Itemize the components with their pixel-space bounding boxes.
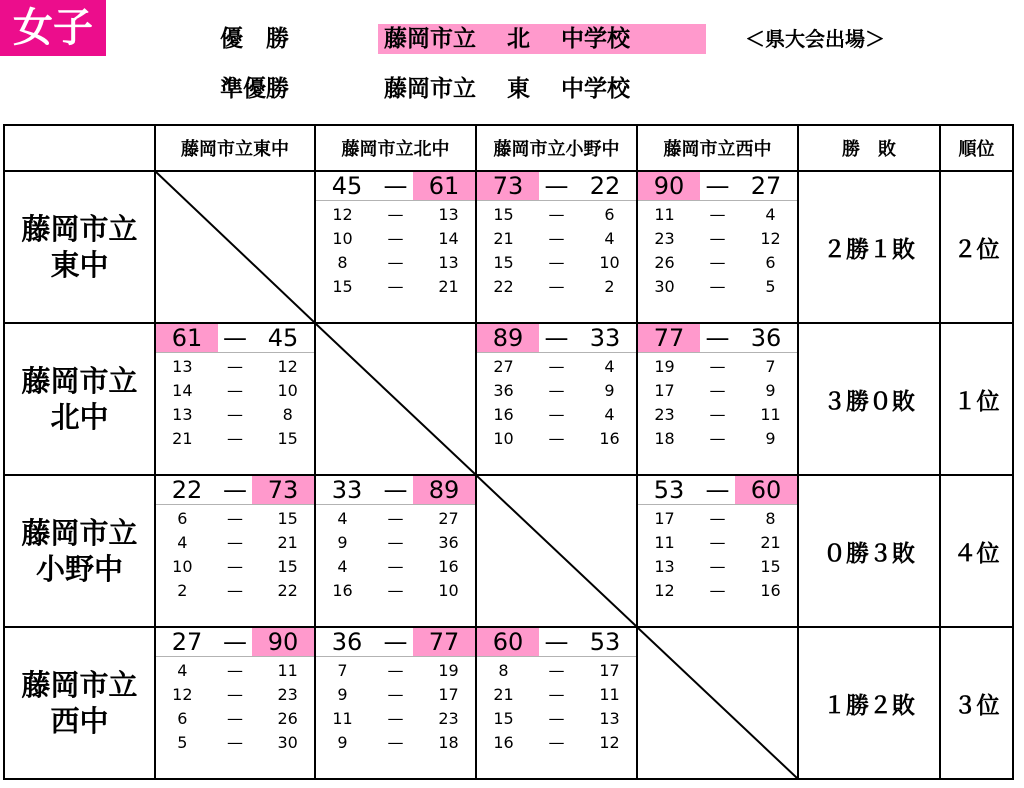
diagonal-line [477, 476, 636, 626]
quarter-dash: — [227, 733, 243, 752]
away-total: 45 [267, 324, 299, 352]
team-name-line: 東中 [50, 248, 109, 282]
quarter-dash: — [227, 533, 243, 552]
column-header: 順位 [940, 125, 1013, 171]
quarter-home: 18 [654, 429, 675, 448]
quarter-score [638, 379, 797, 403]
quarter-home: 13 [172, 405, 193, 424]
score-dash: — [383, 172, 408, 200]
quarter-away: 22 [277, 581, 298, 600]
quarter-score [477, 659, 636, 683]
quarter-away: 15 [760, 557, 781, 576]
home-total: 89 [477, 324, 539, 352]
quarter-dash: — [227, 381, 243, 400]
team-row [4, 323, 1013, 475]
quarter-score [316, 555, 475, 579]
quarter-score [638, 355, 797, 379]
quarter-home: 4 [337, 509, 348, 528]
quarter-home: 16 [332, 581, 353, 600]
quarter-dash: — [227, 661, 243, 680]
total-score [638, 476, 797, 505]
win-loss-record: ０勝３敗 [798, 475, 940, 627]
quarter-home: 23 [654, 405, 675, 424]
quarter-home: 36 [493, 381, 514, 400]
quarter-away: 27 [438, 509, 459, 528]
quarter-home: 12 [654, 581, 675, 600]
quarter-dash: — [227, 509, 243, 528]
quarter-home: 12 [172, 685, 193, 704]
team-name-line: 藤岡市立 [21, 364, 138, 398]
quarter-score [638, 427, 797, 451]
quarter-away: 4 [765, 205, 776, 224]
quarter-away: 21 [277, 533, 298, 552]
quarter-score [316, 659, 475, 683]
quarter-home: 11 [654, 205, 675, 224]
quarter-away: 8 [282, 405, 293, 424]
total-score [316, 172, 475, 201]
quarter-dash: — [709, 509, 726, 528]
quarter-home: 11 [332, 709, 353, 728]
quarter-away: 21 [438, 277, 459, 296]
quarter-dash: — [387, 277, 404, 296]
quarter-score [477, 427, 636, 451]
team-name-line: 藤岡市立 [21, 212, 138, 246]
home-total: 22 [171, 476, 203, 504]
quarter-away: 13 [438, 253, 459, 272]
quarter-score [316, 731, 475, 755]
quarter-dash: — [387, 229, 404, 248]
quarter-score [477, 251, 636, 275]
column-header: 藤岡市立西中 [637, 125, 798, 171]
away-total: 89 [413, 476, 475, 504]
quarter-away: 15 [277, 509, 298, 528]
quarter-score [477, 683, 636, 707]
diagonal-line [316, 324, 475, 474]
total-score [638, 172, 797, 201]
quarter-home: 13 [172, 357, 193, 376]
quarter-away: 23 [277, 685, 298, 704]
score-cell [476, 323, 637, 475]
quarter-score [156, 531, 314, 555]
quarter-dash: — [548, 429, 565, 448]
quarter-home: 5 [177, 733, 188, 752]
quarter-dash: — [709, 533, 726, 552]
quarter-score [638, 275, 797, 299]
quarter-score [477, 731, 636, 755]
quarter-score [156, 379, 314, 403]
quarter-dash: — [548, 661, 565, 680]
champion-school: 藤岡市立 北 中学校 [378, 24, 706, 54]
quarter-dash: — [227, 581, 243, 600]
champion-label: 優 勝 [220, 26, 289, 52]
quarter-dash: — [548, 205, 565, 224]
quarter-away: 12 [760, 229, 781, 248]
away-total: 90 [252, 628, 314, 656]
win-loss-record: １勝２敗 [798, 627, 940, 779]
quarter-away: 16 [599, 429, 620, 448]
away-total: 27 [750, 172, 782, 200]
quarter-away: 4 [604, 229, 615, 248]
rank: １位 [940, 323, 1013, 475]
quarter-score [156, 659, 314, 683]
quarter-home: 15 [493, 253, 514, 272]
quarter-score [477, 403, 636, 427]
quarter-home: 6 [177, 509, 188, 528]
win-loss-record: ３勝０敗 [798, 323, 940, 475]
score-cell [637, 475, 798, 627]
quarter-home: 2 [177, 581, 188, 600]
quarter-away: 12 [599, 733, 620, 752]
quarter-dash: — [387, 733, 404, 752]
quarter-home: 10 [493, 429, 514, 448]
quarter-dash: — [548, 253, 565, 272]
total-score [316, 628, 475, 657]
rank: ４位 [940, 475, 1013, 627]
quarter-home: 17 [654, 381, 675, 400]
quarter-away: 10 [438, 581, 459, 600]
score-cell [476, 627, 637, 779]
column-header: 勝 敗 [798, 125, 940, 171]
quarter-home: 12 [332, 205, 353, 224]
away-total: 77 [413, 628, 475, 656]
quarter-dash: — [387, 661, 404, 680]
quarter-dash: — [387, 205, 404, 224]
home-total: 73 [477, 172, 539, 200]
score-cell [476, 171, 637, 323]
team-name-line: 藤岡市立 [21, 516, 138, 550]
header-row [4, 125, 1013, 171]
quarter-away: 26 [277, 709, 298, 728]
quarter-away: 10 [277, 381, 298, 400]
quarter-home: 6 [177, 709, 188, 728]
quarter-dash: — [709, 557, 726, 576]
quarter-home: 8 [337, 253, 348, 272]
total-score [638, 324, 797, 353]
total-score [477, 172, 636, 201]
quarter-home: 15 [493, 205, 514, 224]
team-row [4, 171, 1013, 323]
rank: ２位 [940, 171, 1013, 323]
quarter-score [316, 251, 475, 275]
team-name [4, 627, 155, 779]
quarter-home: 11 [654, 533, 675, 552]
quarter-score [156, 555, 314, 579]
results-table [3, 124, 1014, 780]
quarter-away: 30 [277, 733, 298, 752]
quarter-score [477, 227, 636, 251]
team-row [4, 475, 1013, 627]
total-score [477, 628, 636, 657]
quarter-score [316, 507, 475, 531]
quarter-dash: — [709, 277, 726, 296]
quarter-dash: — [387, 253, 404, 272]
home-total: 53 [653, 476, 685, 504]
quarter-score [638, 507, 797, 531]
win-loss-record: ２勝１敗 [798, 171, 940, 323]
quarter-dash: — [548, 357, 565, 376]
quarter-dash: — [387, 685, 404, 704]
quarter-home: 10 [332, 229, 353, 248]
quarter-away: 16 [760, 581, 781, 600]
quarter-home: 7 [337, 661, 348, 680]
quarter-score [477, 203, 636, 227]
quarter-home: 4 [177, 533, 188, 552]
quarter-dash: — [227, 405, 243, 424]
quarter-away: 23 [438, 709, 459, 728]
score-dash: — [705, 476, 730, 504]
quarter-score [638, 555, 797, 579]
score-cell [637, 323, 798, 475]
quarter-score [156, 579, 314, 603]
team-name-line: 小野中 [35, 552, 123, 586]
quarter-home: 16 [493, 733, 514, 752]
quarter-dash: — [227, 685, 243, 704]
quarter-score [316, 683, 475, 707]
quarter-dash: — [709, 381, 726, 400]
quarter-dash: — [227, 709, 243, 728]
quarter-dash: — [709, 357, 726, 376]
score-cell [637, 171, 798, 323]
quarter-dash: — [227, 557, 243, 576]
home-total: 45 [331, 172, 363, 200]
away-total: 73 [252, 476, 314, 504]
quarter-dash: — [709, 253, 726, 272]
away-total: 61 [413, 172, 475, 200]
corner-cell [4, 125, 155, 171]
score-cell [155, 323, 315, 475]
quarter-home: 4 [337, 557, 348, 576]
quarter-away: 7 [765, 357, 776, 376]
quarter-home: 17 [654, 509, 675, 528]
quarter-home: 21 [493, 229, 514, 248]
quarter-score [316, 203, 475, 227]
quarter-away: 16 [438, 557, 459, 576]
tournament-note: ＜県大会出場＞ [745, 27, 885, 51]
quarter-home: 9 [337, 685, 348, 704]
score-cell [155, 475, 315, 627]
home-total: 36 [331, 628, 363, 656]
total-score [477, 324, 636, 353]
quarter-score [156, 507, 314, 531]
total-score [156, 476, 314, 505]
score-dash: — [383, 476, 408, 504]
quarter-home: 22 [493, 277, 514, 296]
quarter-away: 21 [760, 533, 781, 552]
quarter-away: 17 [438, 685, 459, 704]
diagonal-blank-cell [637, 627, 798, 779]
category-badge: 女子 [0, 0, 106, 56]
diagonal-line [156, 172, 314, 322]
quarter-dash: — [709, 229, 726, 248]
quarter-score [477, 275, 636, 299]
quarter-away: 9 [765, 429, 776, 448]
column-header: 藤岡市立北中 [315, 125, 476, 171]
quarter-home: 8 [498, 661, 509, 680]
quarter-dash: — [548, 405, 565, 424]
quarter-dash: — [387, 533, 404, 552]
quarter-home: 19 [654, 357, 675, 376]
quarter-away: 8 [765, 509, 776, 528]
quarter-away: 2 [604, 277, 615, 296]
quarter-dash: — [548, 733, 565, 752]
score-dash: — [544, 324, 569, 352]
quarter-dash: — [387, 557, 404, 576]
quarter-away: 18 [438, 733, 459, 752]
quarter-away: 10 [599, 253, 620, 272]
quarter-away: 19 [438, 661, 459, 680]
quarter-home: 21 [172, 429, 193, 448]
quarter-away: 14 [438, 229, 459, 248]
quarter-away: 17 [599, 661, 620, 680]
score-cell [155, 627, 315, 779]
quarter-away: 11 [599, 685, 620, 704]
home-total: 33 [331, 476, 363, 504]
diagonal-line [638, 628, 797, 778]
total-score [316, 476, 475, 505]
column-header: 藤岡市立小野中 [476, 125, 637, 171]
quarter-dash: — [548, 685, 565, 704]
home-total: 90 [638, 172, 700, 200]
quarter-dash: — [387, 509, 404, 528]
quarter-score [156, 707, 314, 731]
home-total: 27 [171, 628, 203, 656]
quarter-score [477, 707, 636, 731]
quarter-score [316, 579, 475, 603]
score-cell [315, 627, 476, 779]
quarter-dash: — [548, 709, 565, 728]
runner-up-school: 藤岡市立 東 中学校 [384, 76, 631, 102]
team-name-line: 北中 [50, 400, 109, 434]
quarter-home: 13 [654, 557, 675, 576]
quarter-dash: — [709, 405, 726, 424]
quarter-dash: — [227, 357, 243, 376]
quarter-away: 36 [438, 533, 459, 552]
quarter-dash: — [548, 277, 565, 296]
quarter-home: 9 [337, 733, 348, 752]
diagonal-blank-cell [315, 323, 476, 475]
quarter-away: 15 [277, 429, 298, 448]
quarter-dash: — [227, 429, 243, 448]
total-score [156, 324, 314, 353]
quarter-home: 15 [493, 709, 514, 728]
away-total: 22 [589, 172, 621, 200]
score-dash: — [544, 172, 569, 200]
score-dash: — [223, 324, 247, 352]
quarter-dash: — [387, 581, 404, 600]
score-dash: — [223, 476, 247, 504]
quarter-score [316, 707, 475, 731]
quarter-dash: — [709, 581, 726, 600]
quarter-away: 11 [760, 405, 781, 424]
quarter-home: 26 [654, 253, 675, 272]
quarter-away: 13 [599, 709, 620, 728]
quarter-away: 5 [765, 277, 776, 296]
home-total: 60 [477, 628, 539, 656]
home-total: 77 [638, 324, 700, 352]
team-name-line: 西中 [50, 704, 109, 738]
away-total: 36 [750, 324, 782, 352]
quarter-dash: — [548, 381, 565, 400]
quarter-away: 15 [277, 557, 298, 576]
quarter-home: 27 [493, 357, 514, 376]
quarter-away: 11 [277, 661, 298, 680]
quarter-score [638, 579, 797, 603]
diagonal-blank-cell [155, 171, 315, 323]
score-dash: — [705, 172, 730, 200]
score-dash: — [223, 628, 247, 656]
score-dash: — [383, 628, 408, 656]
quarter-score [156, 683, 314, 707]
home-total: 61 [156, 324, 218, 352]
away-total: 60 [735, 476, 797, 504]
team-row [4, 627, 1013, 779]
score-dash: — [705, 324, 730, 352]
score-cell [315, 475, 476, 627]
quarter-dash: — [709, 205, 726, 224]
quarter-home: 4 [177, 661, 188, 680]
team-name-line: 藤岡市立 [21, 668, 138, 702]
quarter-home: 16 [493, 405, 514, 424]
away-total: 53 [589, 628, 621, 656]
quarter-away: 6 [604, 205, 615, 224]
away-total: 33 [589, 324, 621, 352]
quarter-score [156, 427, 314, 451]
quarter-score [156, 731, 314, 755]
score-cell [315, 171, 476, 323]
quarter-score [316, 227, 475, 251]
quarter-score [638, 227, 797, 251]
quarter-away: 9 [765, 381, 776, 400]
quarter-home: 21 [493, 685, 514, 704]
quarter-home: 9 [337, 533, 348, 552]
quarter-score [156, 355, 314, 379]
quarter-score [156, 403, 314, 427]
quarter-dash: — [387, 709, 404, 728]
quarter-score [638, 203, 797, 227]
team-name [4, 171, 155, 323]
rank: ３位 [940, 627, 1013, 779]
quarter-score [638, 403, 797, 427]
quarter-home: 15 [332, 277, 353, 296]
quarter-score [638, 251, 797, 275]
quarter-away: 4 [604, 405, 615, 424]
team-name [4, 323, 155, 475]
quarter-score [477, 379, 636, 403]
quarter-away: 12 [277, 357, 298, 376]
quarter-score [477, 355, 636, 379]
quarter-score [316, 275, 475, 299]
quarter-score [316, 531, 475, 555]
quarter-away: 6 [765, 253, 776, 272]
total-score [156, 628, 314, 657]
quarter-home: 30 [654, 277, 675, 296]
column-header: 藤岡市立東中 [155, 125, 315, 171]
quarter-home: 23 [654, 229, 675, 248]
team-name [4, 475, 155, 627]
score-dash: — [544, 628, 569, 656]
quarter-home: 10 [172, 557, 193, 576]
quarter-away: 4 [604, 357, 615, 376]
runner-up-label: 準優勝 [220, 76, 289, 102]
quarter-score [638, 531, 797, 555]
quarter-away: 13 [438, 205, 459, 224]
quarter-dash: — [709, 429, 726, 448]
quarter-home: 14 [172, 381, 193, 400]
quarter-dash: — [548, 229, 565, 248]
quarter-away: 9 [604, 381, 615, 400]
diagonal-blank-cell [476, 475, 637, 627]
